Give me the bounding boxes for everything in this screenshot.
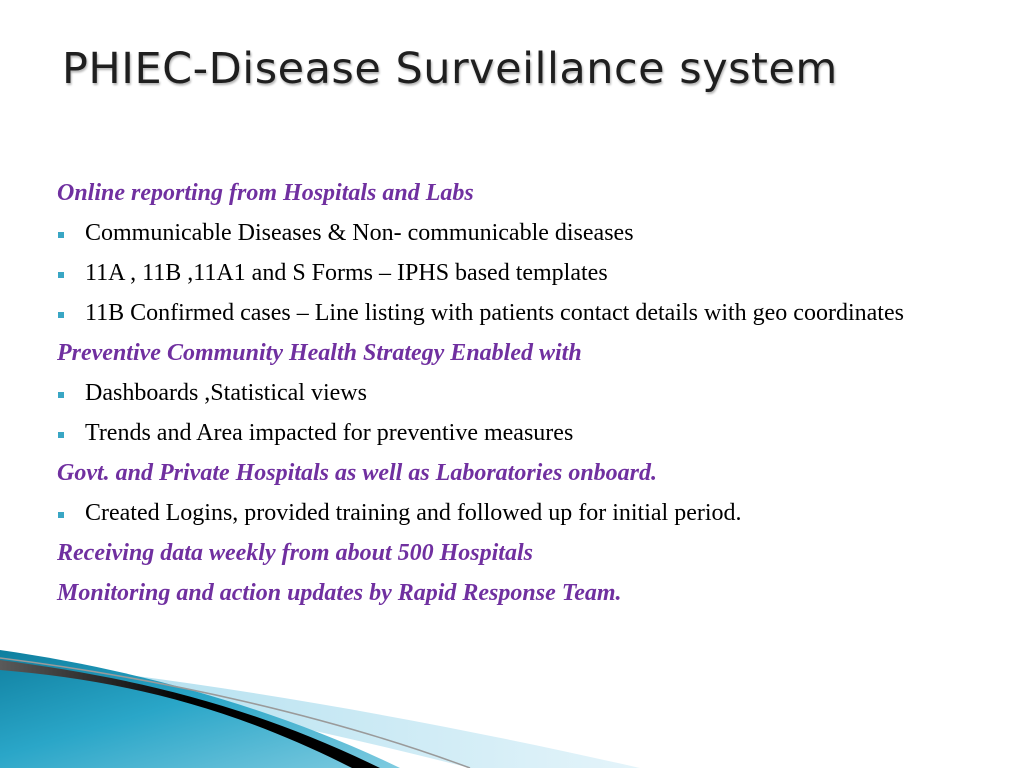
section-heading-hospitals-onboard: Govt. and Private Hospitals as well as Laboratories onboard. bbox=[57, 460, 658, 486]
bullet-item bbox=[57, 213, 957, 253]
bullet-text: 11B Confirmed cases – Line listing with patients contact details with geo coordinates bbox=[85, 300, 904, 326]
bullet-text: Created Logins, provided training and followed up for initial period. bbox=[85, 500, 742, 526]
bullet-text: Trends and Area impacted for preventive measures bbox=[85, 420, 574, 446]
square-bullet-icon bbox=[58, 432, 64, 438]
square-bullet-icon bbox=[58, 392, 64, 398]
square-bullet-icon bbox=[58, 312, 64, 318]
bullet-item bbox=[57, 493, 957, 533]
bullet-item bbox=[57, 413, 957, 453]
bullet-text: Dashboards ,Statistical views bbox=[85, 380, 367, 406]
section-heading-online-reporting: Online reporting from Hospitals and Labs bbox=[57, 180, 474, 206]
bullet-text: 11A , 11B ,11A1 and S Forms – IPHS based templates bbox=[85, 260, 608, 286]
bullet-text: Communicable Diseases & Non- communicable diseases bbox=[85, 220, 634, 246]
slide-title: PHIEC-Disease Surveillance system bbox=[62, 44, 838, 94]
bullet-item bbox=[57, 293, 957, 333]
decorative-wave-graphic bbox=[0, 640, 1024, 768]
section-heading-weekly-data: Receiving data weekly from about 500 Hospitals bbox=[57, 540, 533, 566]
section-heading-preventive-strategy: Preventive Community Health Strategy Enabled with bbox=[57, 340, 582, 366]
bullet-item bbox=[57, 253, 957, 293]
square-bullet-icon bbox=[58, 512, 64, 518]
square-bullet-icon bbox=[58, 232, 64, 238]
section-heading-rapid-response: Monitoring and action updates by Rapid Response Team. bbox=[57, 580, 622, 606]
slide-content bbox=[57, 173, 957, 613]
square-bullet-icon bbox=[58, 272, 64, 278]
bullet-item bbox=[57, 373, 957, 413]
